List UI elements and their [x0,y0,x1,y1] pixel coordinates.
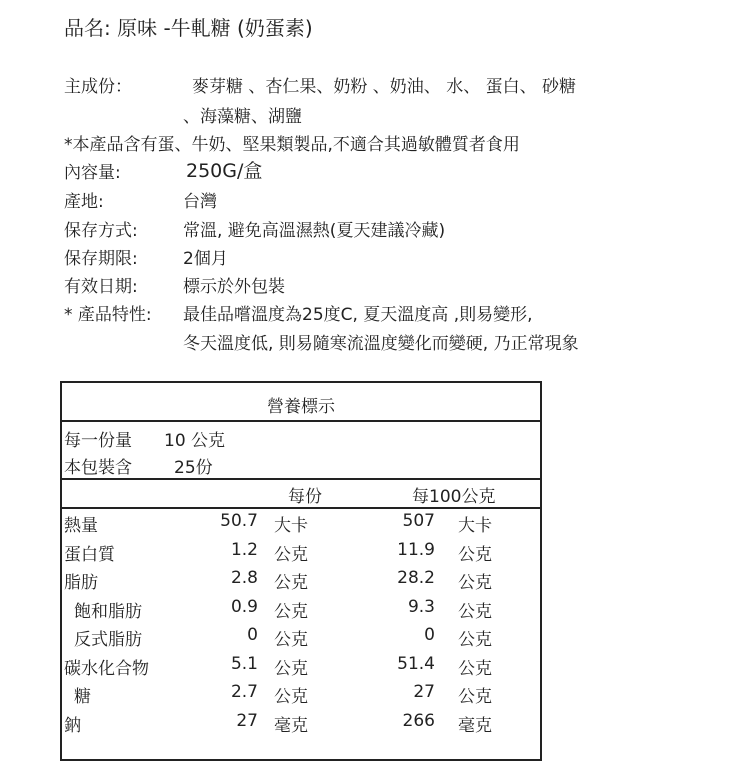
per-serving-value: 0.9 [230,596,258,617]
per-100g-unit: 公克 [458,601,492,622]
per-serving-value: 27 [236,710,258,731]
expiry-value: 標示於外包裝 [183,277,285,297]
per-serving-value: 1.2 [230,539,258,560]
ingredients-value: 麥芽糖 、杏仁果、奶粉 、奶油、 水、 蛋白、 砂糖 [192,77,577,97]
per-100g-value: 266 [402,710,435,731]
per-100g-value: 0 [424,625,435,645]
nutrient-name: 糖 [74,687,91,707]
per-serving-value: 2.8 [230,568,258,588]
per-100g-unit: 公克 [458,687,492,707]
pack-value: 25份 [174,458,213,478]
nutrient-name: 鈉 [64,715,81,736]
nutrient-name: 脂肪 [64,573,98,593]
per-100g-unit: 公克 [458,630,492,650]
ingredients-label: 主成份： [64,77,132,97]
divider [62,420,540,422]
per-serving-unit: 公克 [274,630,308,650]
per-100g-unit: 公克 [458,544,492,565]
shelf-life-value: 2個月 [183,249,228,269]
nutrient-name: 蛋白質 [64,544,115,565]
serving-value: 10 公克 [164,431,226,451]
per-serving-unit: 大卡 [274,516,308,536]
per-serving-value: 50.7 [220,511,258,531]
feature-value: 最佳品嚐溫度為25度C, 夏天溫度高 ,則易變形, [183,305,533,325]
allergen-note: *本產品含有蛋、牛奶、堅果類製品,不適合其過敏體質者食用 [64,135,520,155]
per-serving-value: 0 [247,625,258,645]
per-serving-unit: 公克 [274,601,308,622]
nutrient-name: 反式脂肪 [74,630,142,650]
nutrient-name: 熱量 [64,516,98,536]
expiry-label: 有效日期: [64,277,138,297]
per-100g-value: 9.3 [407,596,435,617]
pack-label: 本包裝含 [64,458,132,478]
per-100g-value: 27 [413,682,435,702]
storage-label: 保存方式: [64,221,138,241]
net-content-label: 內容量: [64,163,121,183]
per-serving-value: 5.1 [230,653,258,674]
origin-label: 產地: [64,192,104,212]
per-serving-unit: 公克 [274,658,308,679]
feature-value-cont: 冬天溫度低, 則易隨寒流溫度變化而變硬, 乃正常現象 [183,334,579,354]
per-serving-unit: 公克 [274,544,308,565]
per-serving-unit: 毫克 [274,715,308,736]
per-100g-unit: 公克 [458,573,492,593]
per-100g-value: 28.2 [397,568,435,588]
col-per-100g: 每100公克 [412,487,496,507]
per-serving-unit: 公克 [274,573,308,593]
per-100g-unit: 毫克 [458,715,492,736]
per-100g-unit: 公克 [458,658,492,679]
nutrition-table [60,381,542,761]
per-serving-unit: 公克 [274,687,308,707]
per-100g-value: 11.9 [397,539,435,560]
feature-label: * 產品特性: [64,305,152,325]
per-100g-value: 51.4 [397,653,435,674]
origin-value: 台灣 [183,192,217,212]
storage-value: 常溫, 避免高溫濕熱(夏天建議冷藏) [183,221,446,241]
net-content-value: 250G/盒 [186,160,263,182]
per-serving-value: 2.7 [230,682,258,702]
per-100g-value: 507 [402,511,435,531]
per-100g-unit: 大卡 [458,516,492,536]
ingredients-value-cont: 、海藻糖、湖鹽 [183,107,302,127]
col-per-serving: 每份 [288,487,322,507]
divider [62,478,540,480]
shelf-life-label: 保存期限: [64,249,138,269]
divider [62,507,540,509]
nutrition-title: 營養標示 [267,397,335,417]
product-title: 品名: 原味 -牛軋糖 (奶蛋素) [64,16,313,40]
nutrient-name: 飽和脂肪 [74,601,142,622]
serving-label: 每一份量 [64,431,132,451]
nutrient-name: 碳水化合物 [64,658,149,679]
